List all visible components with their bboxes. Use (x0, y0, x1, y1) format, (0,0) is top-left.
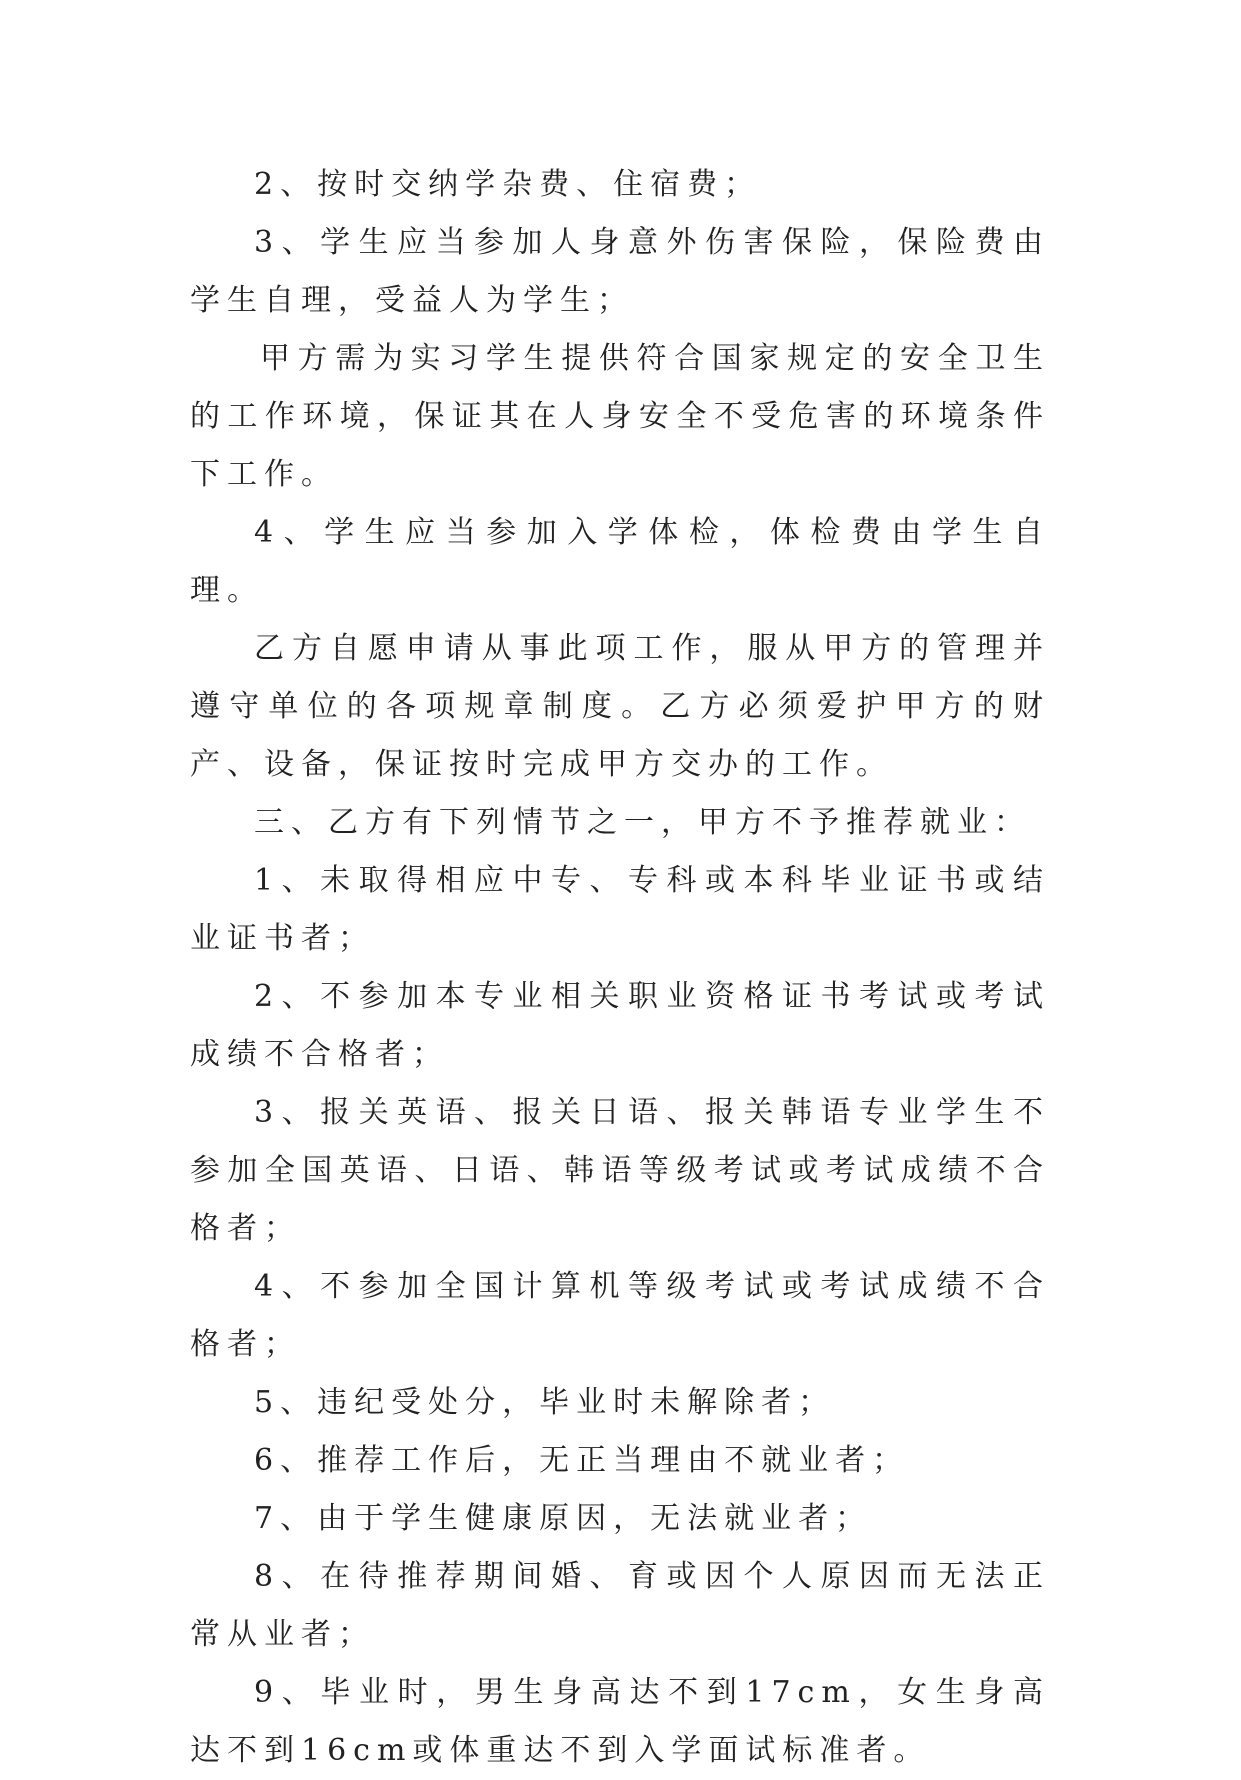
list-item-personal-reason: 8、在待推荐期间婚、育或因个人原因而无法正常从业者； (190, 1559, 1050, 1652)
list-item-no-diploma: 1、未取得相应中专、专科或本科毕业证书或结业证书者； (190, 863, 1050, 956)
document-body (190, 156, 1050, 1780)
paragraph-health-check: 4、学生应当参加入学体检，体检费由学生自理。 (190, 515, 1050, 608)
paragraph-safe-environment: 甲方需为实习学生提供符合国家规定的安全卫生的工作环境，保证其在人身安全不受危害的环境条件下工作。 (190, 341, 1050, 492)
list-item-no-language-exam: 3、报关英语、报关日语、报关韩语专业学生不参加全国英语、日语、韩语等级考试或考试成绩不合格者； (190, 1095, 1050, 1246)
list-item-no-qualification-exam: 2、不参加本专业相关职业资格证书考试或考试成绩不合格者； (190, 979, 1050, 1072)
list-item-refuse-employment: 6、推荐工作后，无正当理由不就业者； (254, 1443, 910, 1478)
paragraph-party-b-obligations: 乙方自愿申请从事此项工作，服从甲方的管理并遵守单位的各项规章制度。乙方必须爱护甲方的财产、设备，保证按时完成甲方交办的工作。 (190, 631, 1050, 782)
list-item-no-computer-exam: 4、不参加全国计算机等级考试或考试成绩不合格者； (190, 1269, 1050, 1362)
paragraph-fee-payment: 2、按时交纳学杂费、住宿费； (254, 167, 762, 202)
list-item-disciplinary: 5、违纪受处分，毕业时未解除者； (254, 1385, 836, 1420)
section-heading-no-recommendation: 三、乙方有下列情节之一，甲方不予推荐就业： (254, 805, 1031, 840)
list-item-health-reason: 7、由于学生健康原因，无法就业者； (254, 1501, 873, 1536)
list-item-height-weight: 9、毕业时，男生身高达不到17cm，女生身高达不到16cm或体重达不到入学面试标准者。 (190, 1675, 1050, 1768)
paragraph-accident-insurance: 3、学生应当参加人身意外伤害保险，保险费由学生自理，受益人为学生； (190, 225, 1050, 318)
